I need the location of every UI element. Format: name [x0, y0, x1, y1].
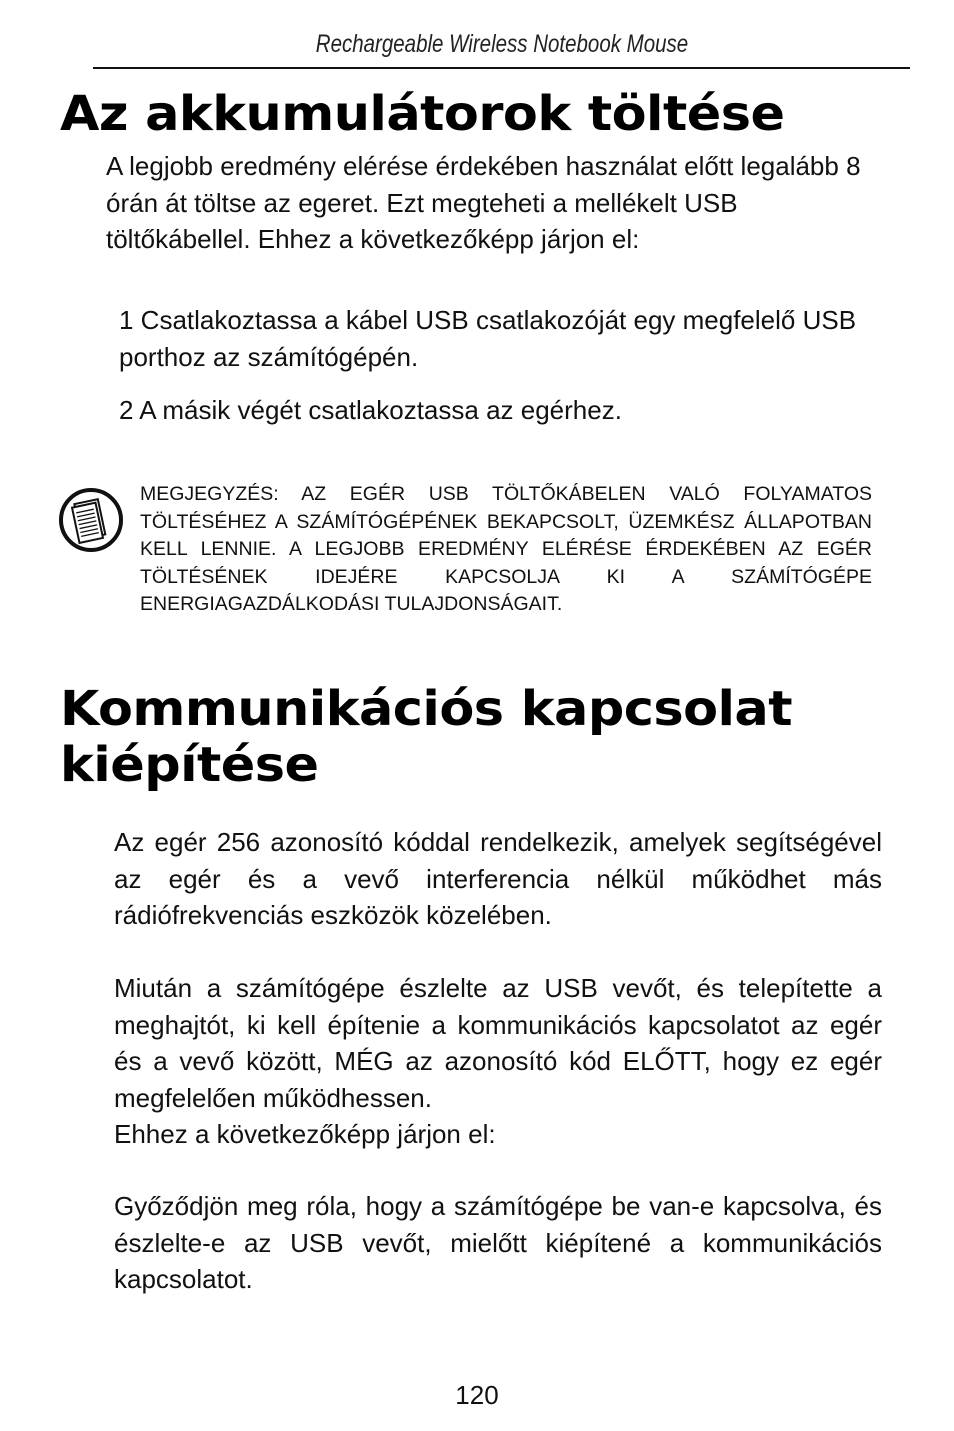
header-rule: [93, 67, 910, 69]
step-2: 2 A másik végét csatlakoztassa az egérhez.: [119, 395, 622, 425]
comm-paragraph-2: Miután a számítógépe észlelte az USB vevőt, és telepítette a meghajtót, ki kell építenie a kommunikációs kapcsolatot az egér és a vevő között, MÉG az azonosító kód ELŐTT, hogy ez egér megfelelően működhessen.: [114, 973, 882, 1113]
comm-paragraph-4: Győződjön meg róla, hogy a számítógépe be van-e kapcsolva, és észlelte-e az USB vevőt, mielőtt kiépítené a kommunikációs kapcsolatot.: [114, 1191, 882, 1294]
charging-intro: A legjobb eredmény elérése érdekében használat előtt legalább 8 órán át töltse az egeret. Ezt megteheti a mellékelt USB töltőkábellel. Ehhez a következőképp járjon el:: [106, 151, 861, 254]
running-header: Rechargeable Wireless Notebook Mouse: [315, 30, 689, 58]
section-heading-communication-2: kiépítése: [60, 737, 319, 793]
notepad-icon: [58, 487, 128, 557]
section-heading-charging: Az akkumulátorok töltése: [60, 86, 785, 142]
charging-note: MEGJEGYZÉS: AZ EGÉR USB TÖLTŐKÁBELEN VALÓ FOLYAMATOS TÖLTÉSÉHEZ A SZÁMÍTÓGÉPÉNEK BEKAPCSOLT, ÜZEMKÉSZ ÁLLAPOTBAN KELL LENNIE. A LEGJOBB EREDMÉNY ELÉRÉSE ÉRDEKÉBEN AZ EGÉR TÖLTÉSÉNEK IDEJÉRE KAPCSOLJA KI A SZÁMÍTÓGÉPE ENERGIAGAZDÁLKODÁSI TULAJDONSÁGAIT.: [140, 483, 872, 615]
section-heading-communication-1: Kommunikációs kapcsolat: [60, 681, 793, 737]
comm-paragraph-1: Az egér 256 azonosító kóddal rendelkezik, amelyek segítségével az egér és a vevő interferencia nélkül működhet más rádiófrekvenciás eszközök közelében.: [114, 827, 882, 930]
step-1: 1 Csatlakoztassa a kábel USB csatlakozóját egy megfelelő USB porthoz az számítógépén.: [119, 305, 857, 372]
comm-paragraph-3: Ehhez a következőképp járjon el:: [114, 1119, 496, 1149]
page-number: 120: [455, 1380, 499, 1410]
